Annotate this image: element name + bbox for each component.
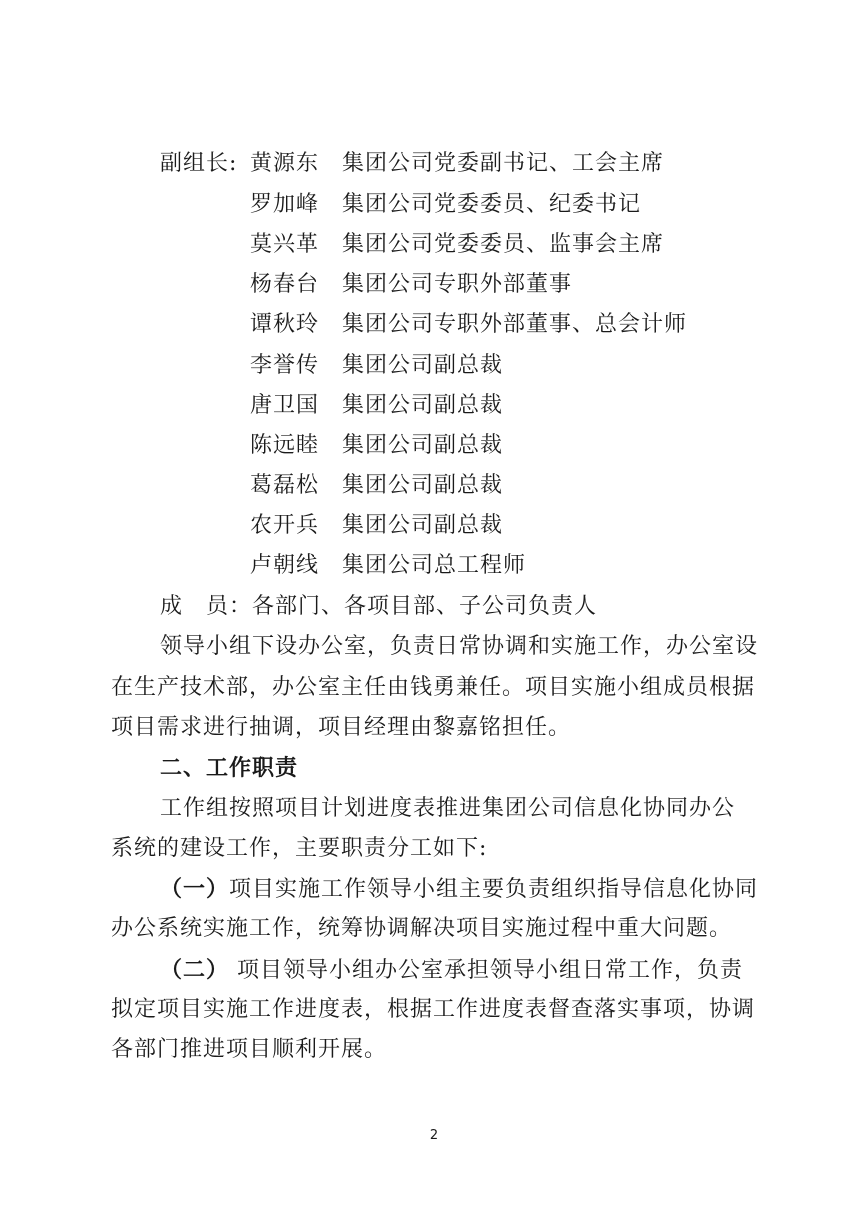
section-heading: 二、工作职责 bbox=[160, 755, 299, 781]
deputy-name: 农开兵 bbox=[250, 513, 320, 538]
deputy-title: 集团公司专职外部董事、总会计师 bbox=[342, 312, 688, 337]
page-number: 2 bbox=[429, 1128, 439, 1143]
paragraph-line: 各部门推进项目顺利开展。 bbox=[111, 1037, 388, 1062]
deputy-name: 莫兴革 bbox=[250, 232, 320, 257]
deputy-name: 陈远睦 bbox=[250, 433, 320, 458]
deputy-label: 副组长: bbox=[160, 151, 238, 176]
deputy-title: 集团公司副总裁 bbox=[342, 433, 504, 458]
paragraph-line: 项目实施工作领导小组主要负责组织指导信息化协同 bbox=[229, 877, 759, 902]
deputy-title: 集团公司党委委员、监事会主席 bbox=[342, 232, 665, 257]
deputy-name: 杨春台 bbox=[250, 272, 320, 297]
paragraph-line: 拟定项目实施工作进度表，根据工作进度表督查落实事项，协调 bbox=[111, 997, 756, 1022]
deputy-title: 集团公司党委委员、纪委书记 bbox=[342, 192, 642, 217]
paragraph-line: 领导小组下设办公室，负责日常协调和实施工作，办公室设 bbox=[160, 634, 759, 659]
deputy-title: 集团公司副总裁 bbox=[342, 473, 504, 498]
deputy-name: 唐卫国 bbox=[250, 393, 320, 418]
item-number: （一） bbox=[160, 876, 230, 902]
deputy-name: 葛磊松 bbox=[250, 473, 320, 498]
deputy-title: 集团公司副总裁 bbox=[342, 513, 504, 538]
paragraph-line: 项目领导小组办公室承担领导小组日常工作，负责 bbox=[229, 958, 744, 983]
paragraph-line: 工作组按照项目计划进度表推进集团公司信息化协同办公 bbox=[160, 796, 736, 821]
deputy-title: 集团公司党委副书记、工会主席 bbox=[342, 151, 665, 176]
paragraph-line: 在生产技术部，办公室主任由钱勇兼任。项目实施小组成员根据 bbox=[111, 675, 756, 700]
deputy-title: 集团公司副总裁 bbox=[342, 393, 504, 418]
deputy-name: 罗加峰 bbox=[250, 192, 320, 217]
paragraph-line: 系统的建设工作，主要职责分工如下: bbox=[111, 836, 488, 861]
members-line: 成 员：各部门、各项目部、子公司负责人 bbox=[160, 594, 598, 619]
deputy-name: 李誉传 bbox=[250, 353, 320, 378]
paragraph-line: 项目需求进行抽调，项目经理由黎嘉铭担任。 bbox=[111, 715, 572, 740]
deputy-name: 卢朝线 bbox=[250, 553, 320, 578]
item-number: （二） bbox=[160, 957, 230, 983]
deputy-title: 集团公司副总裁 bbox=[342, 353, 504, 378]
deputy-title: 集团公司总工程师 bbox=[342, 553, 527, 578]
deputy-name: 黄源东 bbox=[250, 151, 320, 176]
deputy-name: 谭秋玲 bbox=[250, 312, 320, 337]
paragraph-line: 办公系统实施工作，统筹协调解决项目实施过程中重大问题。 bbox=[111, 916, 733, 941]
deputy-title: 集团公司专职外部董事 bbox=[342, 272, 573, 297]
